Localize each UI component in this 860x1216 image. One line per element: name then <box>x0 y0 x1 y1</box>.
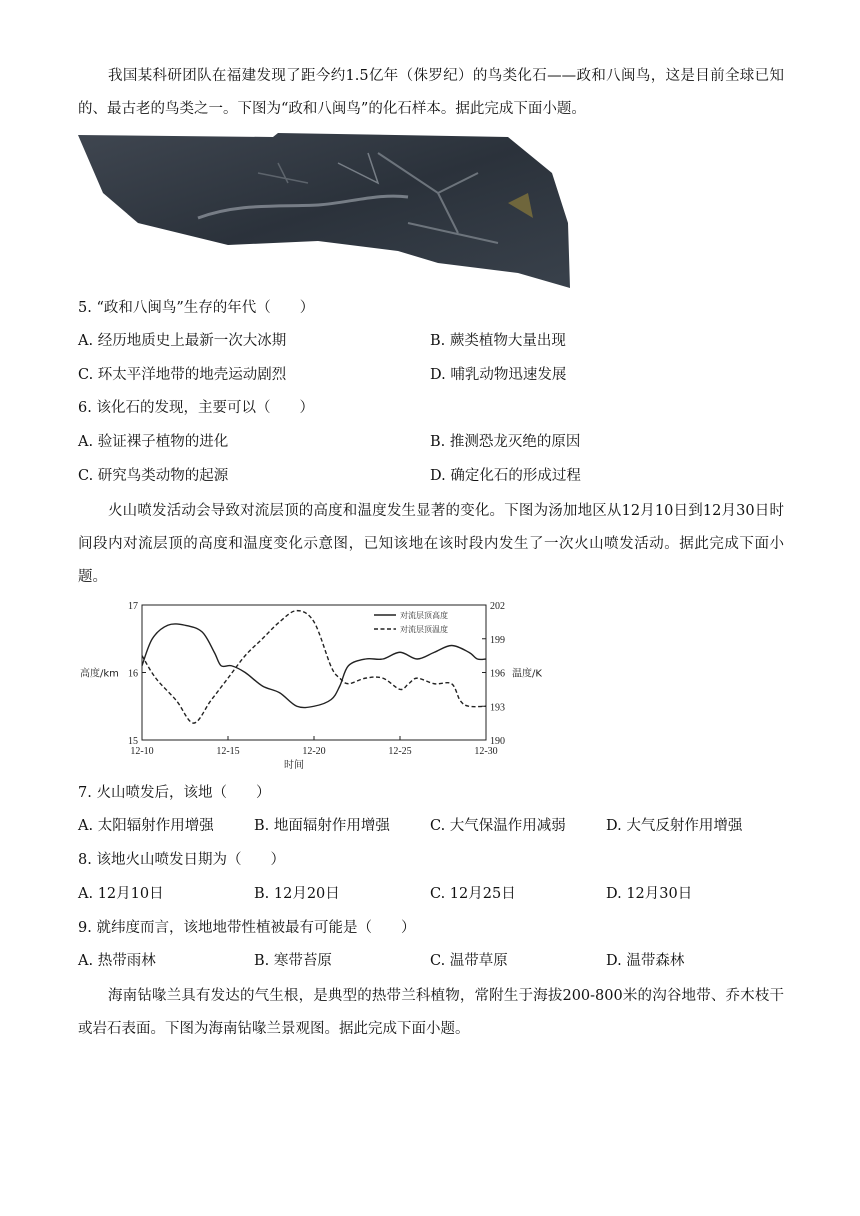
question-5-stem: 5. “政和八闽鸟”生存的年代（ ） <box>78 300 315 316</box>
x-tick-label: 12-15 <box>216 746 240 757</box>
q5-option-c[interactable]: C. 环太平洋地带的地壳运动剧烈 <box>78 367 287 383</box>
q8-option-b[interactable]: B. 12月20日 <box>254 886 340 902</box>
q6-option-a[interactable]: A. 验证裸子植物的进化 <box>78 434 229 450</box>
q7-option-c[interactable]: C. 大气保温作用减弱 <box>430 818 566 834</box>
y-left-tick-label: 15 <box>128 736 138 747</box>
legend-label: 对流层顶温度 <box>400 625 448 634</box>
q9-option-b[interactable]: B. 寒带苔原 <box>254 953 332 969</box>
q5-option-a[interactable]: A. 经历地质史上最新一次大冰期 <box>78 333 287 349</box>
intro-paragraph-2: 火山喷发活动会导致对流层顶的高度和温度发生显著的变化。下图为汤加地区从12月10日到12月30日时间段内对流层顶的高度和温度变化示意图，已知该地在该时段内发生了一次火山喷发活动。据此完成下面小题。 <box>78 503 784 585</box>
q9-option-a[interactable]: A. 热带雨林 <box>78 953 156 969</box>
y-right-tick-label: 190 <box>490 736 505 747</box>
x-axis-label: 时间 <box>284 760 304 771</box>
y-right-tick-label: 193 <box>490 702 505 714</box>
q8-option-c[interactable]: C. 12月25日 <box>430 886 516 902</box>
q5-option-d[interactable]: D. 哺乳动物迅速发展 <box>430 367 567 383</box>
x-tick-label: 12-10 <box>130 746 154 757</box>
intro-paragraph-3: 海南钻喙兰具有发达的气生根，是典型的热带兰科植物，常附生于海拔200-800米的沟谷地带、乔木枝干或岩石表面。下图为海南钻喙兰景观图。据此完成下面小题。 <box>78 988 784 1037</box>
legend-label: 对流层顶高度 <box>400 611 448 620</box>
x-tick-label: 12-30 <box>474 746 498 757</box>
fossil-photo <box>78 133 584 290</box>
y-right-tick-label: 196 <box>490 668 505 680</box>
q9-option-d[interactable]: D. 温带森林 <box>606 953 685 969</box>
x-tick-label: 12-25 <box>388 746 412 757</box>
y-left-tick-label: 17 <box>128 601 138 612</box>
x-tick-label: 12-20 <box>302 746 326 757</box>
q7-option-d[interactable]: D. 大气反射作用增强 <box>606 818 743 834</box>
question-6-stem: 6. 该化石的发现，主要可以（ ） <box>78 400 314 416</box>
q9-option-c[interactable]: C. 温带草原 <box>430 953 508 969</box>
series-line-height <box>142 624 486 708</box>
y-left-axis-label: 高度/km <box>80 668 119 680</box>
y-left-tick-label: 16 <box>128 668 138 680</box>
question-7-stem: 7. 火山喷发后，该地（ ） <box>78 785 271 801</box>
q7-option-b[interactable]: B. 地面辐射作用增强 <box>254 818 390 834</box>
tropopause-chart <box>78 595 542 773</box>
y-right-tick-label: 202 <box>490 601 505 612</box>
q7-option-a[interactable]: A. 太阳辐射作用增强 <box>78 818 214 834</box>
q8-option-a[interactable]: A. 12月10日 <box>78 886 164 902</box>
q6-option-c[interactable]: C. 研究鸟类动物的起源 <box>78 468 229 484</box>
q5-option-b[interactable]: B. 蕨类植物大量出现 <box>430 333 566 349</box>
y-right-axis-label: 温度/K <box>512 668 542 680</box>
y-right-tick-label: 199 <box>490 634 505 646</box>
q6-option-b[interactable]: B. 推测恐龙灭绝的原因 <box>430 434 581 450</box>
q8-option-d[interactable]: D. 12月30日 <box>606 886 693 902</box>
question-9-stem: 9. 就纬度而言，该地地带性植被最有可能是（ ） <box>78 920 416 936</box>
intro-paragraph-1: 我国某科研团队在福建发现了距今约1.5亿年（侏罗纪）的鸟类化石——政和八闽鸟，这是目前全球已知的、最古老的鸟类之一。下图为“政和八闽鸟”的化石样本。据此完成下面小题。 <box>78 68 784 117</box>
question-8-stem: 8. 该地火山喷发日期为（ ） <box>78 852 285 868</box>
q6-option-d[interactable]: D. 确定化石的形成过程 <box>430 468 581 484</box>
